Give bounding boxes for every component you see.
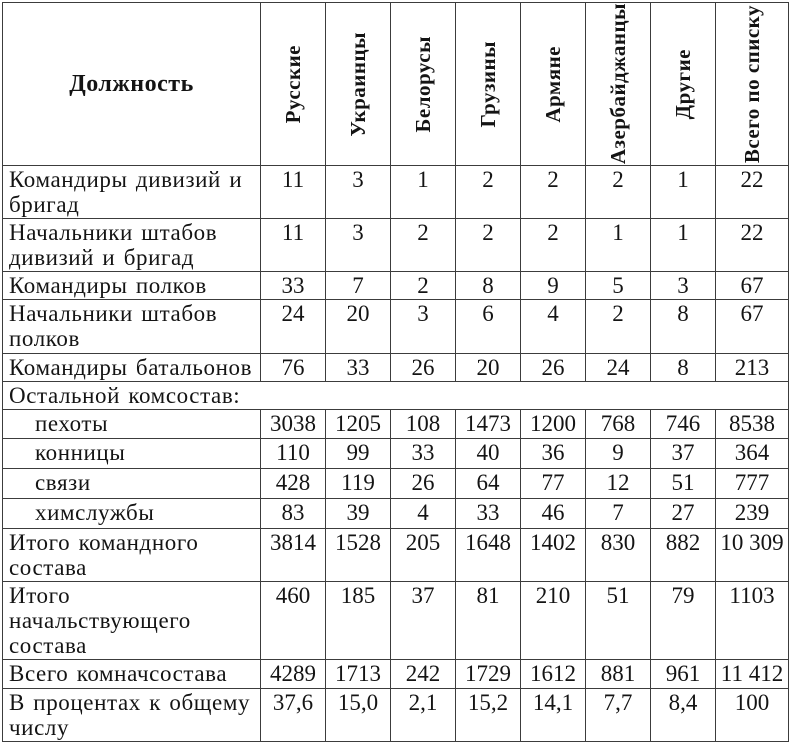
value-cell: 8538 <box>716 410 789 439</box>
value-cell: 213 <box>716 354 789 382</box>
value-cell: 1528 <box>326 529 391 582</box>
table-row <box>3 219 789 272</box>
table-row <box>3 300 789 354</box>
value-cell: 20 <box>456 354 521 382</box>
value-cell: 11 <box>261 219 326 272</box>
table-row <box>3 382 789 410</box>
table-row <box>3 689 789 742</box>
header-col-russians <box>261 3 326 166</box>
header-col-others <box>651 3 716 166</box>
header-col-label: Всего по списку <box>739 4 764 164</box>
value-cell: 33 <box>391 439 456 469</box>
value-cell: 40 <box>456 439 521 469</box>
value-cell: 27 <box>651 499 716 529</box>
row-label: В процентах к общему числу <box>3 689 261 742</box>
row-label: связи <box>3 469 261 499</box>
value-cell: 768 <box>586 410 651 439</box>
table-row <box>3 660 789 689</box>
header-col-label: Армяне <box>540 45 565 123</box>
value-cell: 1729 <box>456 660 521 689</box>
header-col-azerbaijanis <box>586 3 651 166</box>
value-cell: 2 <box>391 272 456 300</box>
value-cell: 7,7 <box>586 689 651 742</box>
value-cell: 12 <box>586 469 651 499</box>
row-label: Начальники штабов полков <box>3 300 261 354</box>
value-cell: 24 <box>261 300 326 354</box>
value-cell: 7 <box>586 499 651 529</box>
value-cell: 2 <box>521 219 586 272</box>
value-cell: 4289 <box>261 660 326 689</box>
value-cell: 36 <box>521 439 586 469</box>
value-cell: 1612 <box>521 660 586 689</box>
table-row <box>3 166 789 219</box>
header-position: Должность <box>3 3 261 166</box>
table-row <box>3 499 789 529</box>
table-body <box>3 166 789 742</box>
value-cell: 2 <box>456 219 521 272</box>
header-col-georgians <box>456 3 521 166</box>
value-cell: 9 <box>586 439 651 469</box>
value-cell: 4 <box>521 300 586 354</box>
value-cell: 1200 <box>521 410 586 439</box>
value-cell: 7 <box>326 272 391 300</box>
header-col-ukrainians <box>326 3 391 166</box>
value-cell: 8 <box>651 354 716 382</box>
value-cell: 8 <box>456 272 521 300</box>
value-cell: 777 <box>716 469 789 499</box>
row-label: пехоты <box>3 410 261 439</box>
value-cell: 2,1 <box>391 689 456 742</box>
row-label: Командиры батальонов <box>3 354 261 382</box>
header-col-label: Украинцы <box>345 31 370 137</box>
value-cell: 882 <box>651 529 716 582</box>
value-cell: 37 <box>391 582 456 660</box>
value-cell: 1205 <box>326 410 391 439</box>
header-col-label: Грузины <box>475 40 500 128</box>
personnel-nationality-table <box>2 2 789 742</box>
value-cell: 1402 <box>521 529 586 582</box>
value-cell: 3 <box>326 166 391 219</box>
value-cell: 5 <box>586 272 651 300</box>
value-cell: 67 <box>716 300 789 354</box>
value-cell: 6 <box>456 300 521 354</box>
value-cell: 8 <box>651 300 716 354</box>
value-cell: 10 309 <box>716 529 789 582</box>
value-cell: 110 <box>261 439 326 469</box>
value-cell: 37,6 <box>261 689 326 742</box>
value-cell: 2 <box>456 166 521 219</box>
vertical-text-wrap <box>326 4 390 164</box>
value-cell: 51 <box>651 469 716 499</box>
value-cell: 100 <box>716 689 789 742</box>
row-label: конницы <box>3 439 261 469</box>
value-cell: 1473 <box>456 410 521 439</box>
value-cell: 64 <box>456 469 521 499</box>
value-cell: 15,2 <box>456 689 521 742</box>
header-col-belarusians <box>391 3 456 166</box>
value-cell: 22 <box>716 219 789 272</box>
header-col-label: Азербайджанцы <box>605 3 630 165</box>
row-label: Всего комначсостава <box>3 660 261 689</box>
value-cell: 242 <box>391 660 456 689</box>
vertical-text-wrap <box>586 4 650 164</box>
vertical-text-wrap <box>391 4 455 164</box>
vertical-text-wrap <box>651 4 715 164</box>
row-label: Итого начальствующего состава <box>3 582 261 660</box>
value-cell: 108 <box>391 410 456 439</box>
value-cell: 8,4 <box>651 689 716 742</box>
vertical-text-wrap <box>261 4 325 164</box>
value-cell: 3038 <box>261 410 326 439</box>
value-cell: 79 <box>651 582 716 660</box>
value-cell: 3 <box>651 272 716 300</box>
value-cell: 2 <box>586 300 651 354</box>
value-cell: 26 <box>521 354 586 382</box>
vertical-text-wrap <box>716 4 788 164</box>
value-cell: 1648 <box>456 529 521 582</box>
value-cell: 14,1 <box>521 689 586 742</box>
value-cell: 81 <box>456 582 521 660</box>
value-cell: 20 <box>326 300 391 354</box>
value-cell: 830 <box>586 529 651 582</box>
value-cell: 1103 <box>716 582 789 660</box>
value-cell: 2 <box>521 166 586 219</box>
header-col-label: Другие <box>670 48 695 120</box>
row-label: Начальники штабов дивизий и бригад <box>3 219 261 272</box>
vertical-text-wrap <box>521 4 585 164</box>
value-cell: 15,0 <box>326 689 391 742</box>
value-cell: 1 <box>651 219 716 272</box>
vertical-text-wrap <box>456 4 520 164</box>
header-col-total <box>716 3 789 166</box>
value-cell: 11 412 <box>716 660 789 689</box>
value-cell: 428 <box>261 469 326 499</box>
value-cell: 37 <box>651 439 716 469</box>
value-cell: 3 <box>326 219 391 272</box>
section-label: Остальной комсостав: <box>3 382 789 410</box>
value-cell: 1 <box>651 166 716 219</box>
value-cell: 26 <box>391 469 456 499</box>
value-cell: 39 <box>326 499 391 529</box>
header-row <box>3 3 789 166</box>
value-cell: 4 <box>391 499 456 529</box>
value-cell: 210 <box>521 582 586 660</box>
value-cell: 33 <box>261 272 326 300</box>
value-cell: 185 <box>326 582 391 660</box>
value-cell: 76 <box>261 354 326 382</box>
value-cell: 961 <box>651 660 716 689</box>
value-cell: 77 <box>521 469 586 499</box>
value-cell: 1 <box>391 166 456 219</box>
value-cell: 33 <box>456 499 521 529</box>
value-cell: 2 <box>391 219 456 272</box>
row-label: Итого командного состава <box>3 529 261 582</box>
value-cell: 11 <box>261 166 326 219</box>
value-cell: 26 <box>391 354 456 382</box>
value-cell: 3814 <box>261 529 326 582</box>
value-cell: 22 <box>716 166 789 219</box>
header-col-label: Белорусы <box>410 35 435 133</box>
value-cell: 1 <box>586 219 651 272</box>
row-label: химслужбы <box>3 499 261 529</box>
value-cell: 1713 <box>326 660 391 689</box>
value-cell: 746 <box>651 410 716 439</box>
table-row <box>3 410 789 439</box>
table-row <box>3 582 789 660</box>
table-row <box>3 439 789 469</box>
table-row <box>3 272 789 300</box>
value-cell: 24 <box>586 354 651 382</box>
table-row <box>3 469 789 499</box>
row-label: Командиры полков <box>3 272 261 300</box>
value-cell: 67 <box>716 272 789 300</box>
value-cell: 2 <box>586 166 651 219</box>
value-cell: 83 <box>261 499 326 529</box>
value-cell: 205 <box>391 529 456 582</box>
value-cell: 460 <box>261 582 326 660</box>
value-cell: 51 <box>586 582 651 660</box>
value-cell: 881 <box>586 660 651 689</box>
header-col-armenians <box>521 3 586 166</box>
value-cell: 33 <box>326 354 391 382</box>
row-label: Командиры дивизий и бригад <box>3 166 261 219</box>
value-cell: 9 <box>521 272 586 300</box>
value-cell: 99 <box>326 439 391 469</box>
value-cell: 46 <box>521 499 586 529</box>
value-cell: 239 <box>716 499 789 529</box>
value-cell: 119 <box>326 469 391 499</box>
table-row <box>3 354 789 382</box>
table-row <box>3 529 789 582</box>
header-col-label: Русские <box>280 44 305 124</box>
value-cell: 3 <box>391 300 456 354</box>
value-cell: 364 <box>716 439 789 469</box>
